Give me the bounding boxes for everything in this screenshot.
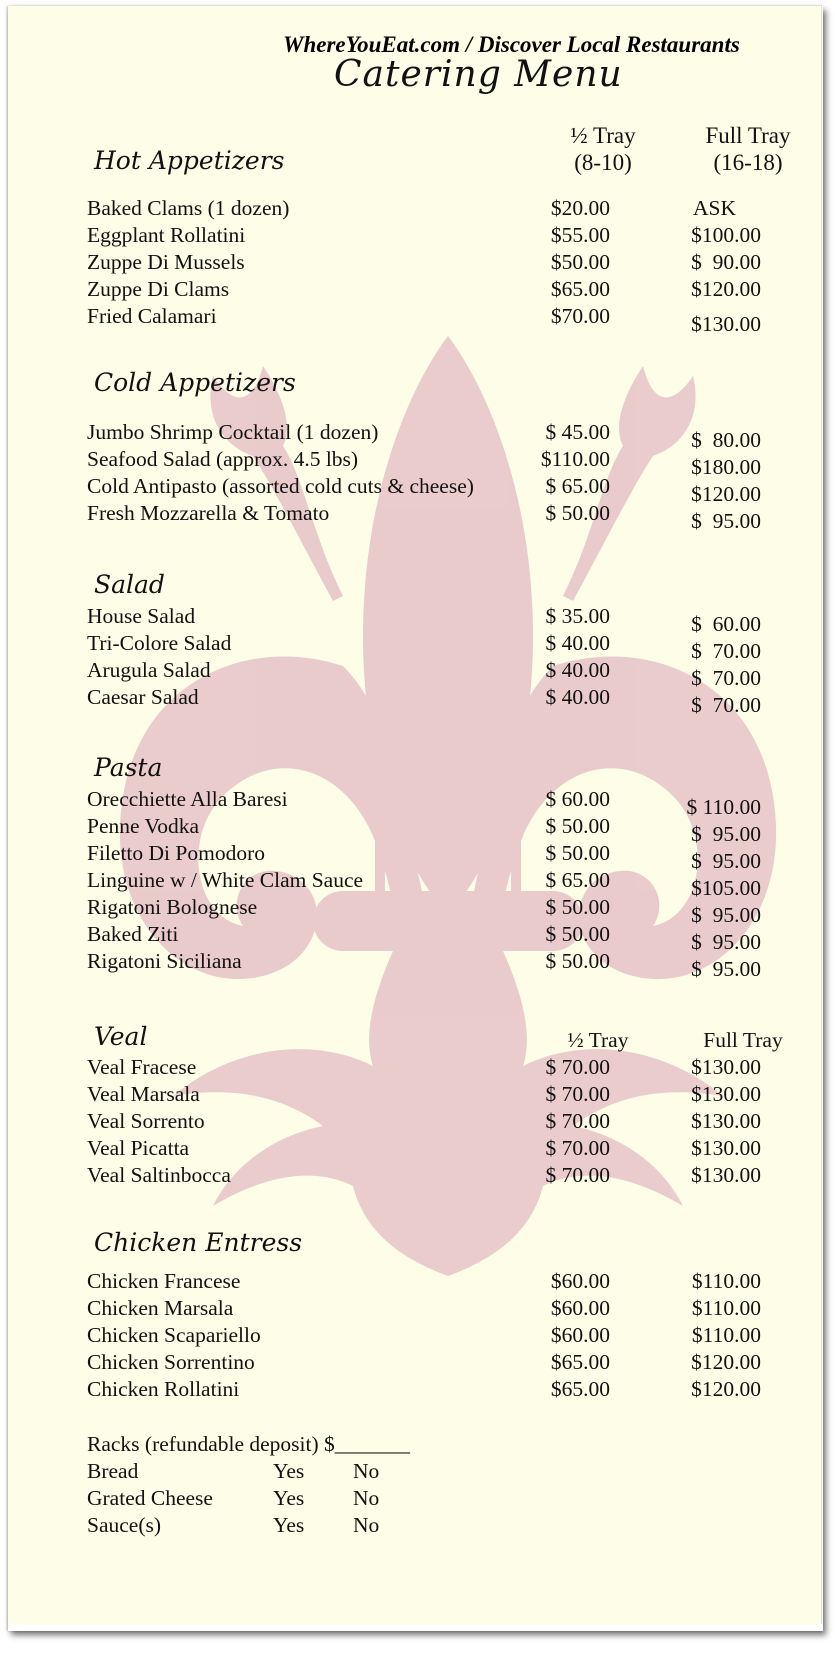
veal-column-header-row: [8, 1028, 823, 1055]
full-tray-price: ASK: [692, 196, 736, 220]
section-title-pasta: Pasta: [94, 753, 163, 782]
item-name: House Salad: [87, 604, 196, 628]
item-name: Tri-Colore Salad: [87, 631, 232, 655]
item-name: Chicken Rollatini: [87, 1377, 240, 1401]
item-name: Baked Ziti: [87, 922, 179, 946]
item-name: Penne Vodka: [87, 814, 200, 838]
item-name: Baked Clams (1 dozen): [87, 196, 290, 220]
half-tray-price: $ 50.00: [545, 895, 610, 919]
menu-row: [8, 447, 823, 479]
item-name: Jumbo Shrimp Cocktail (1 dozen): [87, 420, 379, 444]
full-tray-price: $ 95.00: [691, 957, 761, 981]
half-tray-price: $70.00: [550, 304, 610, 328]
menu-row: [8, 420, 823, 452]
half-tray-price: $ 65.00: [545, 474, 610, 498]
half-tray-price: $20.00: [550, 196, 610, 220]
veal-full-tray-header: Full Tray: [703, 1028, 783, 1052]
section-title-hot-appetizers: Hot Appetizers: [94, 146, 285, 175]
menu-row: [8, 841, 823, 873]
item-name: Cold Antipasto (assorted cold cuts & cheese): [87, 474, 474, 498]
menu-row: [8, 868, 823, 900]
menu-row: [8, 787, 823, 819]
menu-row: [8, 685, 823, 717]
menu-row: [8, 814, 823, 846]
menu-row: [8, 604, 823, 636]
half-tray-label: ½ Tray: [570, 123, 636, 148]
full-tray-price: $130.00: [691, 1109, 761, 1133]
full-tray-price: $ 95.00: [691, 903, 761, 927]
menu-row: [8, 1055, 823, 1082]
menu-row: [8, 1296, 823, 1323]
menu-row: [8, 631, 823, 663]
site-title: WhereYouEat.com / Discover Local Restaurants: [283, 32, 740, 57]
half-tray-price: $65.00: [550, 1377, 610, 1401]
menu-row: [8, 196, 823, 223]
extra-option-label: Sauce(s): [87, 1513, 162, 1537]
menu-row: [8, 304, 823, 336]
menu-row: [8, 1082, 823, 1109]
half-tray-price: $65.00: [550, 277, 610, 301]
menu-row: [8, 895, 823, 927]
half-tray-price: $ 50.00: [545, 841, 610, 865]
full-tray-price: $120.00: [691, 277, 761, 301]
menu-row: [8, 949, 823, 981]
full-tray-price: $130.00: [691, 1082, 761, 1106]
half-tray-price: $ 70.00: [545, 1082, 610, 1106]
menu-row: [8, 223, 823, 250]
section-title-cold-appetizers: Cold Appetizers: [94, 368, 296, 397]
veal-half-tray-header: ½ Tray: [567, 1028, 629, 1052]
half-tray-price: $60.00: [550, 1269, 610, 1293]
half-tray-price: $65.00: [550, 1350, 610, 1374]
item-name: Filetto Di Pomodoro: [87, 841, 265, 865]
option-no[interactable]: No: [353, 1459, 380, 1483]
menu-row: [8, 1377, 823, 1404]
item-name: Zuppe Di Mussels: [87, 250, 245, 274]
full-tray-price: $ 70.00: [691, 639, 761, 663]
item-name: Arugula Salad: [87, 658, 211, 682]
option-no[interactable]: No: [353, 1513, 380, 1537]
full-tray-price: $120.00: [691, 1377, 761, 1401]
full-tray-price: $130.00: [691, 1055, 761, 1079]
full-tray-price: $ 60.00: [691, 612, 761, 636]
menu-row: [8, 1136, 823, 1163]
half-tray-price: $ 50.00: [545, 922, 610, 946]
half-tray-price: $60.00: [550, 1323, 610, 1347]
section-title-salad: Salad: [94, 570, 165, 599]
full-tray-price: $ 80.00: [691, 428, 761, 452]
item-name: Chicken Scapariello: [87, 1323, 261, 1347]
item-name: Veal Fracese: [87, 1055, 197, 1079]
half-tray-price: $ 70.00: [545, 1109, 610, 1133]
full-tray-price: $110.00: [691, 1323, 761, 1347]
full-tray-price: $120.00: [691, 482, 761, 506]
full-tray-price: $ 95.00: [691, 849, 761, 873]
half-tray-header: [561, 122, 645, 176]
item-name: Veal Picatta: [87, 1136, 190, 1160]
full-tray-price: $ 70.00: [691, 666, 761, 690]
item-name: Chicken Francese: [87, 1269, 241, 1293]
item-name: Seafood Salad (approx. 4.5 lbs): [87, 447, 359, 471]
half-tray-price: $55.00: [550, 223, 610, 247]
menu-row: [8, 1163, 823, 1190]
half-tray-price: $110.00: [540, 447, 610, 471]
item-name: Veal Saltinbocca: [87, 1163, 231, 1187]
item-name: Chicken Sorrentino: [87, 1350, 255, 1374]
item-name: Rigatoni Siciliana: [87, 949, 242, 973]
section-title-chicken-entrees: Chicken Entress: [94, 1228, 303, 1257]
full-tray-price: $ 95.00: [691, 509, 761, 533]
item-name: Fresh Mozzarella & Tomato: [87, 501, 330, 525]
full-tray-price: $130.00: [691, 312, 761, 336]
full-tray-price: $110.00: [691, 1269, 761, 1293]
item-name: Rigatoni Bolognese: [87, 895, 258, 919]
half-tray-price: $60.00: [550, 1296, 610, 1320]
half-tray-price: $ 50.00: [545, 949, 610, 973]
half-tray-price: $ 35.00: [545, 604, 610, 628]
menu-row: [8, 1323, 823, 1350]
item-name: Linguine w / White Clam Sauce: [87, 868, 364, 892]
full-tray-price: $ 110.00: [686, 795, 761, 819]
item-name: Veal Sorrento: [87, 1109, 205, 1133]
full-tray-price: $130.00: [691, 1163, 761, 1187]
item-name: Eggplant Rollatini: [87, 223, 246, 247]
extra-option-label: Bread: [87, 1459, 139, 1483]
option-no[interactable]: No: [353, 1486, 380, 1510]
full-tray-price: $ 90.00: [691, 250, 761, 274]
full-tray-price: $100.00: [691, 223, 761, 247]
full-tray-price: $ 70.00: [691, 693, 761, 717]
menu-title: Catering Menu: [334, 54, 623, 95]
full-tray-price: $120.00: [691, 1350, 761, 1374]
menu-page: [8, 6, 823, 1631]
menu-row: [8, 474, 823, 506]
half-tray-price: $ 45.00: [545, 420, 610, 444]
full-tray-price: $ 95.00: [691, 930, 761, 954]
full-tray-price: $ 95.00: [691, 822, 761, 846]
option-yes[interactable]: Yes: [273, 1486, 305, 1510]
half-tray-price: $ 50.00: [545, 501, 610, 525]
full-tray-serves: (16-18): [713, 150, 783, 175]
half-tray-price: $ 50.00: [545, 814, 610, 838]
half-tray-serves: (8-10): [574, 150, 632, 175]
option-yes[interactable]: Yes: [273, 1459, 305, 1483]
option-yes[interactable]: Yes: [273, 1513, 305, 1537]
half-tray-price: $ 65.00: [545, 868, 610, 892]
item-name: Veal Marsala: [87, 1082, 200, 1106]
half-tray-price: $ 40.00: [545, 631, 610, 655]
menu-row: [8, 250, 823, 277]
full-tray-header: [698, 122, 798, 176]
full-tray-price: $110.00: [691, 1296, 761, 1320]
menu-row: [8, 1109, 823, 1136]
menu-row: [8, 277, 823, 304]
menu-row: [8, 658, 823, 690]
racks-deposit-label: Racks (refundable deposit) $_______: [87, 1432, 411, 1456]
half-tray-price: $ 40.00: [545, 685, 610, 709]
full-tray-price: $180.00: [691, 455, 761, 479]
half-tray-price: $50.00: [550, 250, 610, 274]
menu-row: [8, 1269, 823, 1296]
half-tray-price: $ 70.00: [545, 1136, 610, 1160]
menu-row: [8, 501, 823, 533]
section-title-veal: Veal: [94, 1022, 148, 1051]
half-tray-price: $ 40.00: [545, 658, 610, 682]
item-name: Zuppe Di Clams: [87, 277, 230, 301]
extra-option-label: Grated Cheese: [87, 1486, 213, 1510]
item-name: Chicken Marsala: [87, 1296, 234, 1320]
full-tray-price: $130.00: [691, 1136, 761, 1160]
full-tray-price: $105.00: [691, 876, 761, 900]
item-name: Orecchiette Alla Baresi: [87, 787, 288, 811]
half-tray-price: $ 70.00: [545, 1163, 610, 1187]
item-name: Caesar Salad: [87, 685, 199, 709]
full-tray-label: Full Tray: [705, 123, 791, 148]
menu-row: [8, 922, 823, 954]
item-name: Fried Calamari: [87, 304, 217, 328]
page-bottom-margin: [8, 1624, 823, 1631]
menu-row: [8, 1350, 823, 1377]
half-tray-price: $ 60.00: [545, 787, 610, 811]
half-tray-price: $ 70.00: [545, 1055, 610, 1079]
